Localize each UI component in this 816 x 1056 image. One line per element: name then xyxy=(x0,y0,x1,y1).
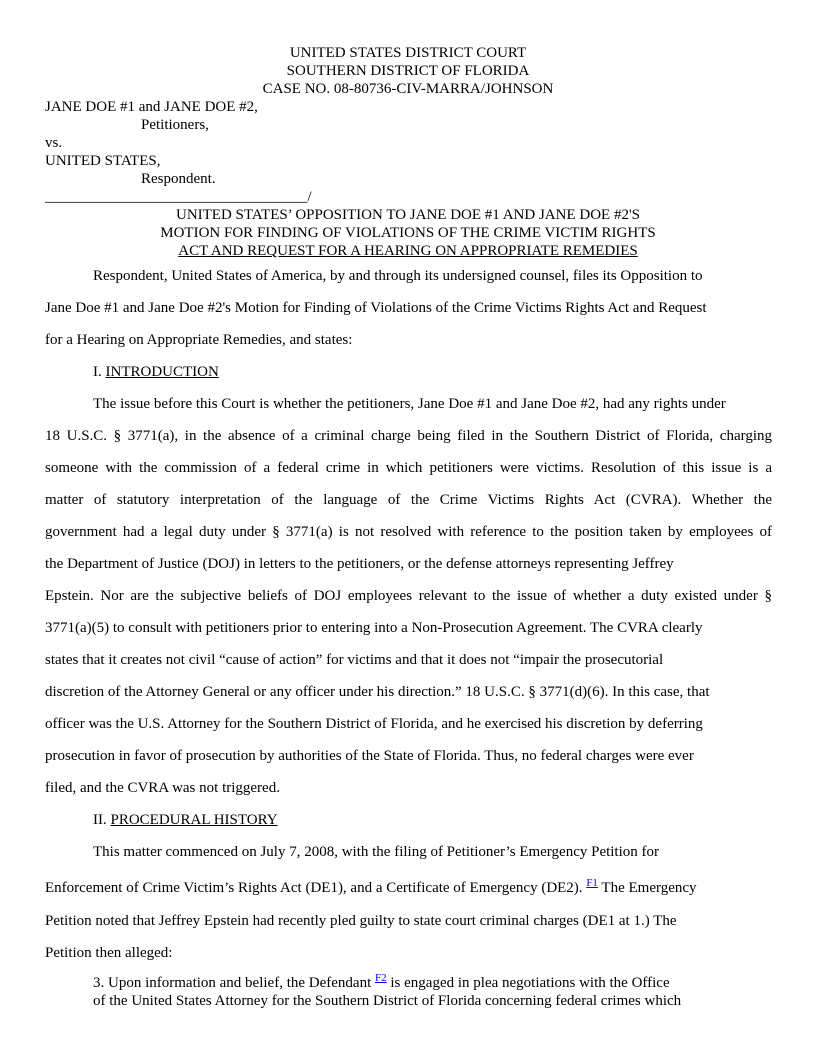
s1-line-7: Epstein. Nor are the subjective beliefs of DOJ employees relevant to the issue of whether a duty existed under § xyxy=(45,588,772,604)
s1-line-13: filed, and the CVRA was not triggered. xyxy=(45,780,280,796)
s1-line-10: discretion of the Attorney General or any officer under his direction.” 18 U.S.C. § 3771(d)(6). In this case, that xyxy=(45,684,710,700)
section-2-heading xyxy=(93,811,278,829)
s1-line-5: government had a legal duty under § 3771(a) is not resolved with reference to the position taken by employees of xyxy=(45,524,772,540)
s1-line-11: officer was the U.S. Attorney for the Southern District of Florida, and he exercised his discretion by deferring xyxy=(45,716,703,732)
s1-line-12: prosecution in favor of prosecution by authorities of the State of Florida. Thus, no federal charges were ever xyxy=(45,748,694,764)
footnote-link-f1[interactable]: F1 xyxy=(586,877,598,889)
s1-line-1: The issue before this Court is whether the petitioners, Jane Doe #1 and Jane Doe #2, had any rights under xyxy=(93,396,726,412)
title-line-1: UNITED STATES’ OPPOSITION TO JANE DOE #1 AND JANE DOE #2'S xyxy=(175,207,640,223)
versus: vs. xyxy=(45,135,63,151)
section-2-number: II. xyxy=(93,812,111,828)
s2-line-1: This matter commenced on July 7, 2008, with the filing of Petitioner’s Emergency Petition for xyxy=(93,844,660,860)
petitioners-names: JANE DOE #1 and JANE DOE #2, xyxy=(45,99,258,115)
case-number: CASE NO. 08-80736-CIV-MARRA/JOHNSON xyxy=(262,81,554,97)
title-line-2: MOTION FOR FINDING OF VIOLATIONS OF THE CRIME VICTIM RIGHTS xyxy=(160,225,656,241)
title-line-3-text: ACT AND REQUEST FOR A HEARING ON APPROPRIATE REMEDIES xyxy=(178,243,638,259)
quote-line-1-post: is engaged in plea negotiations with the Office xyxy=(386,975,670,991)
intro-line-1: Respondent, United States of America, by and through its undersigned counsel, files its Opposition to xyxy=(93,268,703,284)
footnote-link-f2[interactable]: F2 xyxy=(375,972,387,984)
intro-line-2: Jane Doe #1 and Jane Doe #2's Motion for Finding of Violations of the Crime Victims Rights Act and Request xyxy=(45,300,707,316)
quote-line-1-pre: 3. Upon information and belief, the Defendant xyxy=(93,975,375,991)
caption-rule: ___________________________________/ xyxy=(45,189,312,205)
s1-line-3: someone with the commission of a federal crime in which petitioners were victims. Resolution of this issue is a xyxy=(45,460,772,476)
section-1-number: I. xyxy=(93,364,106,380)
s1-line-6: the Department of Justice (DOJ) in letters to the petitioners, or the defense attorneys representing Jeffrey xyxy=(45,556,674,572)
s2-line-3: Petition noted that Jeffrey Epstein had recently pled guilty to state court criminal charges (DE1 at 1.) The xyxy=(45,913,677,929)
title-line-3 xyxy=(0,242,816,260)
s1-line-4: matter of statutory interpretation of the language of the Crime Victims Rights Act (CVRA). Whether the xyxy=(45,492,772,508)
respondent-label: Respondent. xyxy=(141,171,216,187)
s2-line-2-post: The Emergency xyxy=(597,880,697,896)
s1-line-9: states that it creates not civil “cause of action” for victims and that it does not “impair the prosecutorial xyxy=(45,652,664,668)
section-1-title: INTRODUCTION xyxy=(105,364,219,380)
section-2-title: PROCEDURAL HISTORY xyxy=(110,812,278,828)
s2-line-2 xyxy=(45,879,697,897)
district-name: SOUTHERN DISTRICT OF FLORIDA xyxy=(286,63,530,79)
quote-line-1 xyxy=(93,974,670,992)
section-1-heading xyxy=(93,363,219,381)
s2-line-2-pre: Enforcement of Crime Victim’s Rights Act (DE1), and a Certificate of Emergency (DE2). xyxy=(45,880,587,896)
court-name: UNITED STATES DISTRICT COURT xyxy=(289,45,527,61)
quote-line-2: of the United States Attorney for the Southern District of Florida concerning federal crimes which xyxy=(93,993,682,1009)
respondent-name: UNITED STATES, xyxy=(45,153,161,169)
s2-line-4: Petition then alleged: xyxy=(45,945,173,961)
s1-line-8: 3771(a)(5) to consult with petitioners prior to entering into a Non-Prosecution Agreement. The CVRA clearly xyxy=(45,620,703,636)
intro-line-3: for a Hearing on Appropriate Remedies, and states: xyxy=(45,332,353,348)
s1-line-2: 18 U.S.C. § 3771(a), in the absence of a criminal charge being filed in the Southern District of Florida, charging xyxy=(45,428,772,444)
petitioners-label: Petitioners, xyxy=(141,117,209,133)
